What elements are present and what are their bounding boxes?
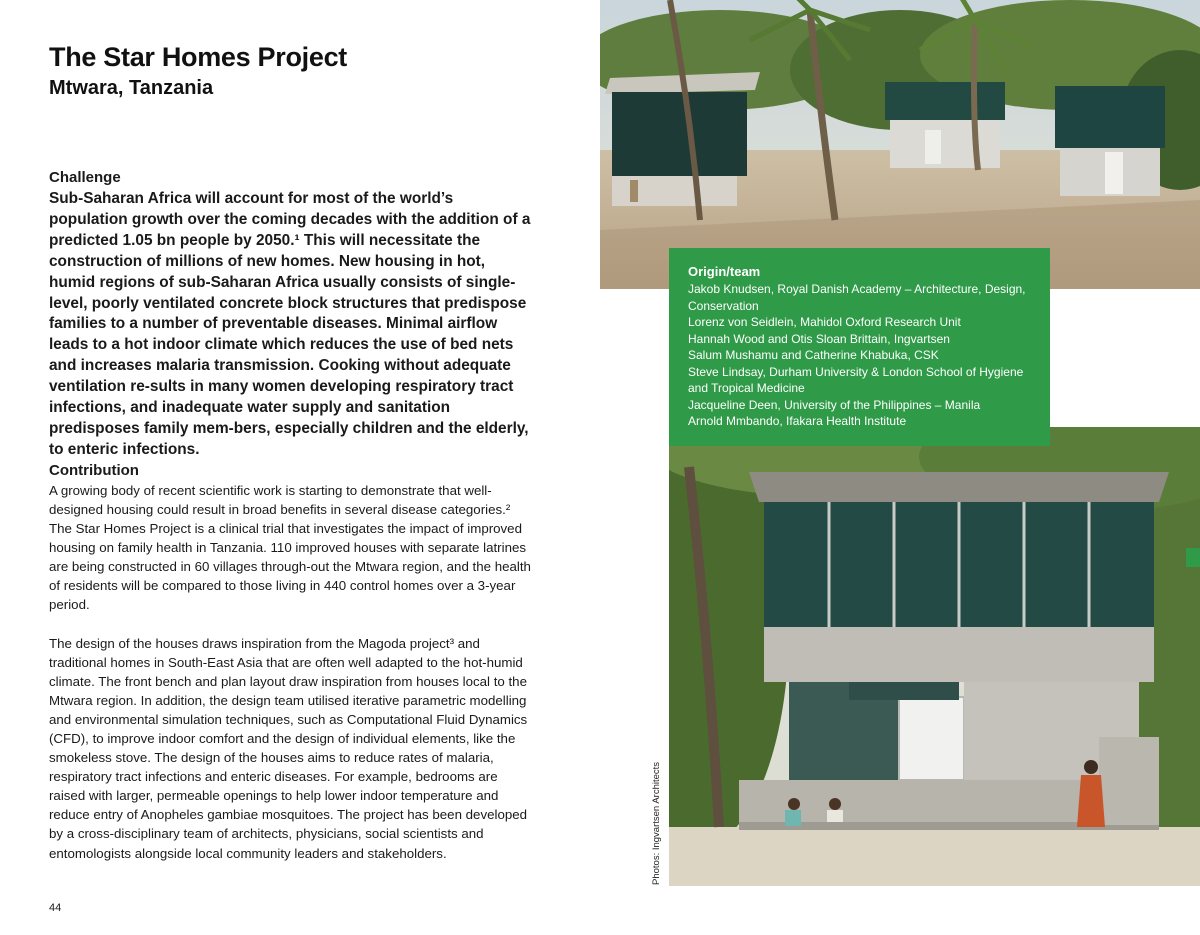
team-member: Steve Lindsay, Durham University & London School of Hygiene and Tropical Medicine xyxy=(688,364,1024,395)
page-subtitle: Mtwara, Tanzania xyxy=(49,77,214,99)
challenge-text: Sub-Saharan Africa will account for most of the world’s population growth over the coming decades with the addition of a predicted 1.05 bn people by 2050.¹ This will necessitate the construction of millions of new homes. New housing in hot, humid regions of sub-Saharan Africa usually consists of single-level, poorly ventilated concrete block structures that predispose families to a number of preventable diseases. Minimal airflow leads to a hot indoor climate which reduces the use of bed nets and increases malaria transmission. Cooking without adequate ventilation re-sults in many women developing respiratory tract infections, and inadequate water supply and sanitation predisposes family mem-bers, especially children and the elderly, to enteric infections. xyxy=(49,190,531,458)
team-member: Arnold Mmbando, Ifakara Health Institute xyxy=(688,414,907,428)
contribution-paragraph-1: A growing body of recent scientific work is starting to demonstrate that well-designed housing could result in broad benefits in several disease categories.² The Star Homes Project is a clinical trial that investigates the impact of improved housing on family health in Tanzania. 110 improved houses with separate latrines are being constructed in 60 villages through-out the Mtwara region, and the health of residents will be compared to those living in 440 control homes over a 3-year period. xyxy=(49,483,531,613)
page-edge-tab xyxy=(1186,548,1200,567)
team-member: Salum Mushamu and Catherine Khabuka, CSK xyxy=(688,348,939,362)
houses-village-photo xyxy=(600,0,1200,289)
page-number: 44 xyxy=(49,902,62,914)
team-member: Jacqueline Deen, University of the Philippines – Manila xyxy=(688,397,981,412)
origin-team-list xyxy=(688,281,1036,430)
origin-team-box xyxy=(669,248,1050,446)
contribution-heading: Contribution xyxy=(49,462,139,479)
team-member: Hannah Wood and Otis Sloan Brittain, Ingvartsen xyxy=(688,331,950,346)
challenge-heading: Challenge xyxy=(49,169,121,186)
page-title: The Star Homes Project xyxy=(49,42,347,72)
origin-team-heading: Origin/team xyxy=(688,264,761,279)
team-member: Jakob Knudsen, Royal Danish Academy – Architecture, Design, Conservation xyxy=(688,282,1026,313)
photo-credit: Photos: Ingvartsen Architects xyxy=(651,761,662,885)
contribution-paragraph-2: The design of the houses draws inspiration from the Magoda project³ and traditional homes in South-East Asia that are often well adapted to the hot-humid climate. The front bench and plan layout draw inspiration from houses local to the Mtwara region. In addition, the design team utilised iterative parametric modelling and environmental simulation techniques, such as Computational Fluid Dynamics (CFD), to improve indoor comfort and the design of individual elements, like the smokeless stove. The design of the houses aims to reduce rates of malaria, respiratory tract infections and enteric diseases. For example, bedrooms are raised with larger, permeable openings to help lower indoor temperature and reduce entry of Anopheles gambiae mosquitoes. The project has been developed by a cross-disciplinary team of architects, physicians, social scientists and entomologists alongside local community leaders and stakeholders. xyxy=(49,636,528,861)
star-home-house-photo xyxy=(669,427,1200,886)
team-member: Lorenz von Seidlein, Mahidol Oxford Research Unit xyxy=(688,315,961,329)
